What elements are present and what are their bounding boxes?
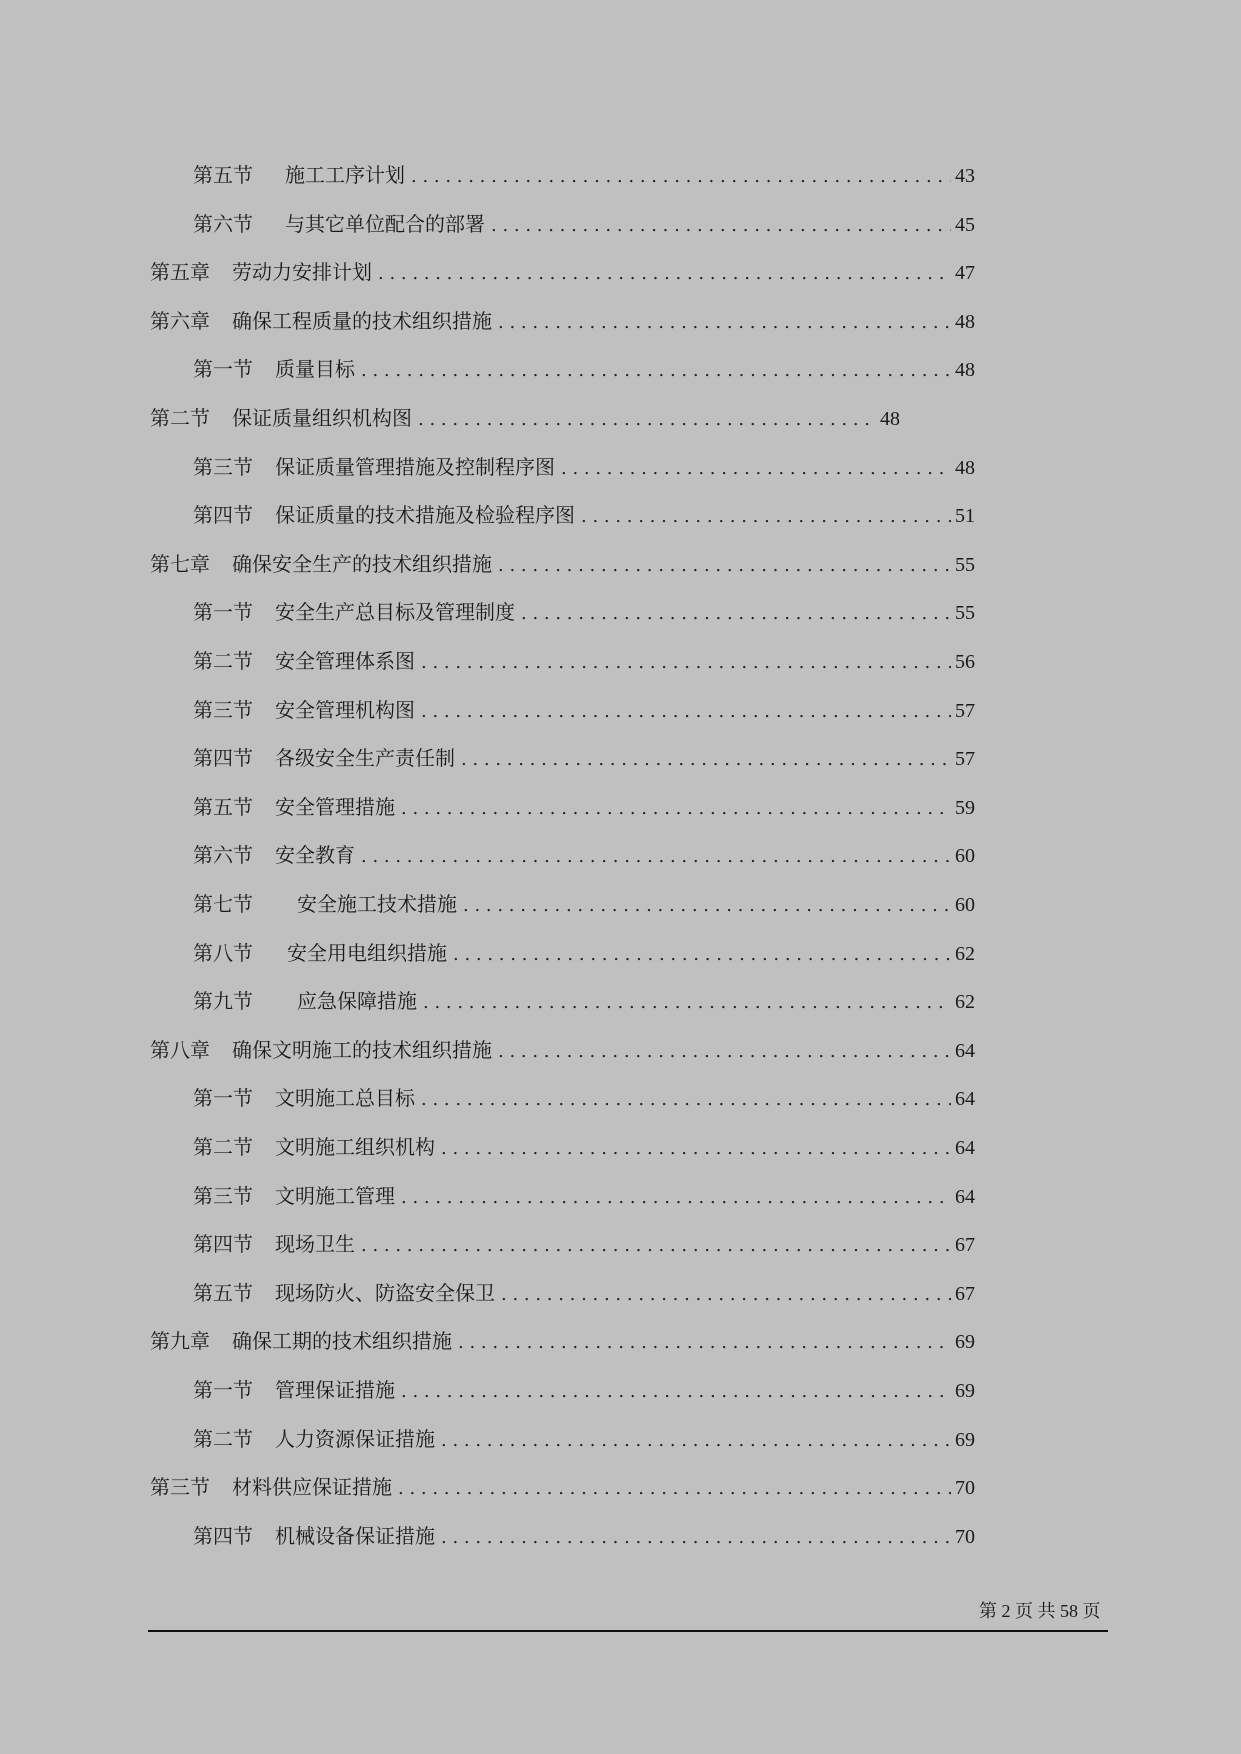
- toc-dot-leader: [561, 454, 951, 484]
- toc-entry-page: 62: [955, 943, 975, 965]
- toc-entry-page: 69: [955, 1429, 975, 1451]
- toc-entry[interactable]: [193, 1375, 975, 1405]
- toc-entry-number: 第三节: [193, 1184, 253, 1208]
- toc-entry-title: 保证质量的技术措施及检验程序图: [275, 503, 575, 527]
- toc-dot-leader: [461, 745, 951, 775]
- toc-entry-page: 57: [955, 748, 975, 770]
- toc-entry-number: 第三节: [193, 455, 253, 479]
- toc-entry-page: 56: [955, 651, 975, 673]
- toc-entry-number: 第七章: [150, 552, 210, 576]
- toc-entry-page: 60: [955, 845, 975, 867]
- toc-entry-title: 确保工期的技术组织措施: [232, 1329, 452, 1353]
- toc-entry-title: 劳动力安排计划: [232, 260, 372, 284]
- toc-dot-leader: [398, 1474, 951, 1504]
- toc-entry-page: 48: [955, 457, 975, 479]
- toc-dot-leader: [491, 211, 951, 241]
- toc-entry-number: 第一节: [193, 1378, 253, 1402]
- toc-entry-page: 64: [955, 1040, 975, 1062]
- toc-dot-leader: [378, 259, 951, 289]
- toc-entry-page: 48: [955, 311, 975, 333]
- toc-entry[interactable]: [193, 354, 975, 384]
- toc-entry-number: 第二节: [193, 1427, 253, 1451]
- toc-entry-number: 第六章: [150, 309, 210, 333]
- toc-entry-page: 43: [955, 165, 975, 187]
- toc-entry[interactable]: [193, 597, 975, 627]
- toc-entry-title: 安全用电组织措施: [287, 941, 447, 965]
- toc-entry-title: 确保文明施工的技术组织措施: [232, 1038, 492, 1062]
- toc-entry[interactable]: [193, 889, 975, 919]
- toc-entry-title: 管理保证措施: [275, 1378, 395, 1402]
- toc-entry-number: 第二节: [193, 1135, 253, 1159]
- toc-entry-page: 48: [880, 408, 900, 430]
- toc-entry-number: 第四节: [193, 1524, 253, 1548]
- toc-entry-title: 保证质量管理措施及控制程序图: [275, 455, 555, 479]
- toc-dot-leader: [361, 842, 951, 872]
- toc-entry-title: 质量目标: [275, 357, 355, 381]
- toc-entry-page: 47: [955, 262, 975, 284]
- toc-dot-leader: [401, 1377, 951, 1407]
- toc-dot-leader: [401, 794, 951, 824]
- toc-entry-title: 现场防火、防盗安全保卫: [275, 1281, 495, 1305]
- toc-entry-page: 64: [955, 1186, 975, 1208]
- toc-entry-number: 第八章: [150, 1038, 210, 1062]
- toc-entry-title: 确保安全生产的技术组织措施: [232, 552, 492, 576]
- toc-entry-title: 施工工序计划: [285, 163, 405, 187]
- toc-entry-number: 第四节: [193, 503, 253, 527]
- toc-entry-page: 67: [955, 1234, 975, 1256]
- toc-entry[interactable]: [193, 646, 975, 676]
- toc-entry-title: 文明施工管理: [275, 1184, 395, 1208]
- toc-entry[interactable]: [193, 695, 975, 725]
- toc-entry-number: 第二节: [150, 406, 210, 430]
- toc-entry-title: 与其它单位配合的部署: [285, 212, 485, 236]
- toc-entry[interactable]: [193, 500, 975, 530]
- toc-dot-leader: [441, 1426, 951, 1456]
- toc-dot-leader: [458, 1328, 951, 1358]
- toc-entry-title: 安全管理机构图: [275, 698, 415, 722]
- toc-entry-title: 应急保障措施: [297, 989, 417, 1013]
- toc-entry-title: 各级安全生产责任制: [275, 746, 455, 770]
- toc-dot-leader: [453, 940, 951, 970]
- toc-entry[interactable]: [150, 257, 975, 287]
- toc-entry-title: 确保工程质量的技术组织措施: [232, 309, 492, 333]
- toc-entry[interactable]: [150, 403, 900, 433]
- toc-dot-leader: [463, 891, 951, 921]
- toc-entry-number: 第八节: [193, 941, 253, 965]
- toc-entry[interactable]: [150, 1035, 975, 1065]
- toc-entry[interactable]: [193, 938, 975, 968]
- toc-entry-title: 人力资源保证措施: [275, 1427, 435, 1451]
- toc-entry[interactable]: [150, 1472, 975, 1502]
- toc-entry[interactable]: [193, 792, 975, 822]
- toc-entry-number: 第三节: [193, 698, 253, 722]
- toc-dot-leader: [498, 308, 951, 338]
- toc-entry-title: 安全教育: [275, 843, 355, 867]
- toc-entry-page: 70: [955, 1526, 975, 1548]
- toc-entry-page: 45: [955, 214, 975, 236]
- toc-entry-title: 文明施工组织机构: [275, 1135, 435, 1159]
- toc-entry-page: 48: [955, 359, 975, 381]
- toc-entry-page: 69: [955, 1380, 975, 1402]
- toc-dot-leader: [421, 648, 951, 678]
- toc-entry-page: 64: [955, 1137, 975, 1159]
- toc-entry-number: 第二节: [193, 649, 253, 673]
- toc-entry-page: 70: [955, 1477, 975, 1499]
- toc-entry-title: 安全管理体系图: [275, 649, 415, 673]
- toc-dot-leader: [441, 1523, 951, 1553]
- toc-dot-leader: [401, 1183, 951, 1213]
- toc-entry-page: 64: [955, 1088, 975, 1110]
- toc-entry-number: 第一节: [193, 1086, 253, 1110]
- toc-dot-leader: [501, 1280, 951, 1310]
- toc-entry-number: 第一节: [193, 357, 253, 381]
- toc-entry[interactable]: [193, 160, 975, 190]
- toc-entry-page: 55: [955, 554, 975, 576]
- toc-entry[interactable]: [193, 1521, 975, 1551]
- toc-entry-page: 57: [955, 700, 975, 722]
- toc-entry-title: 保证质量组织机构图: [232, 406, 412, 430]
- toc-entry-number: 第五节: [193, 795, 253, 819]
- toc-entry-page: 55: [955, 602, 975, 624]
- toc-dot-leader: [421, 1085, 951, 1115]
- footer-rule: [148, 1630, 1108, 1632]
- toc-entry-title: 机械设备保证措施: [275, 1524, 435, 1548]
- toc-dot-leader: [418, 405, 876, 435]
- toc-dot-leader: [423, 988, 951, 1018]
- toc-entry-page: 62: [955, 991, 975, 1013]
- toc-entry-page: 59: [955, 797, 975, 819]
- toc-entry-number: 第五节: [193, 163, 253, 187]
- toc-entry-title: 安全施工技术措施: [297, 892, 457, 916]
- toc-entry[interactable]: [193, 1132, 975, 1162]
- toc-entry-page: 60: [955, 894, 975, 916]
- toc-entry[interactable]: [193, 1424, 975, 1454]
- toc-dot-leader: [361, 1231, 951, 1261]
- page-footer-page-number: 第 2 页 共 58 页: [979, 1601, 1101, 1621]
- toc-entry-number: 第四节: [193, 1232, 253, 1256]
- toc-entry-number: 第六节: [193, 843, 253, 867]
- toc-dot-leader: [521, 599, 951, 629]
- toc-entry[interactable]: [193, 840, 975, 870]
- toc-entry-title: 现场卫生: [275, 1232, 355, 1256]
- toc-entry-page: 67: [955, 1283, 975, 1305]
- toc-dot-leader: [581, 502, 951, 532]
- toc-entry-page: 51: [955, 505, 975, 527]
- toc-entry-number: 第一节: [193, 600, 253, 624]
- toc-entry-number: 第四节: [193, 746, 253, 770]
- toc-entry[interactable]: [193, 452, 975, 482]
- toc-entry-number: 第五节: [193, 1281, 253, 1305]
- toc-dot-leader: [498, 551, 951, 581]
- toc-entry-number: 第六节: [193, 212, 253, 236]
- toc-entry[interactable]: [193, 1229, 975, 1259]
- toc-entry[interactable]: [150, 1326, 975, 1356]
- toc-entry-number: 第九节: [193, 989, 253, 1013]
- toc-entry-title: 安全管理措施: [275, 795, 395, 819]
- toc-dot-leader: [441, 1134, 951, 1164]
- toc-dot-leader: [498, 1037, 951, 1067]
- toc-dot-leader: [421, 697, 951, 727]
- toc-entry-number: 第七节: [193, 892, 253, 916]
- toc-entry[interactable]: [193, 1278, 975, 1308]
- toc-entry-number: 第五章: [150, 260, 210, 284]
- toc-entry[interactable]: [193, 986, 975, 1016]
- toc-entry[interactable]: [193, 1181, 975, 1211]
- toc-entry-page: 69: [955, 1331, 975, 1353]
- toc-entry[interactable]: [150, 549, 975, 579]
- toc-entry[interactable]: [150, 306, 975, 336]
- toc-entry-title: 材料供应保证措施: [232, 1475, 392, 1499]
- toc-entry-number: 第九章: [150, 1329, 210, 1353]
- toc-entry[interactable]: [193, 209, 975, 239]
- toc-dot-leader: [411, 162, 951, 192]
- toc-entry-number: 第三节: [150, 1475, 210, 1499]
- toc-dot-leader: [361, 356, 951, 386]
- toc-entry-title: 安全生产总目标及管理制度: [275, 600, 515, 624]
- toc-entry[interactable]: [193, 743, 975, 773]
- toc-entry-title: 文明施工总目标: [275, 1086, 415, 1110]
- toc-entry[interactable]: [193, 1083, 975, 1113]
